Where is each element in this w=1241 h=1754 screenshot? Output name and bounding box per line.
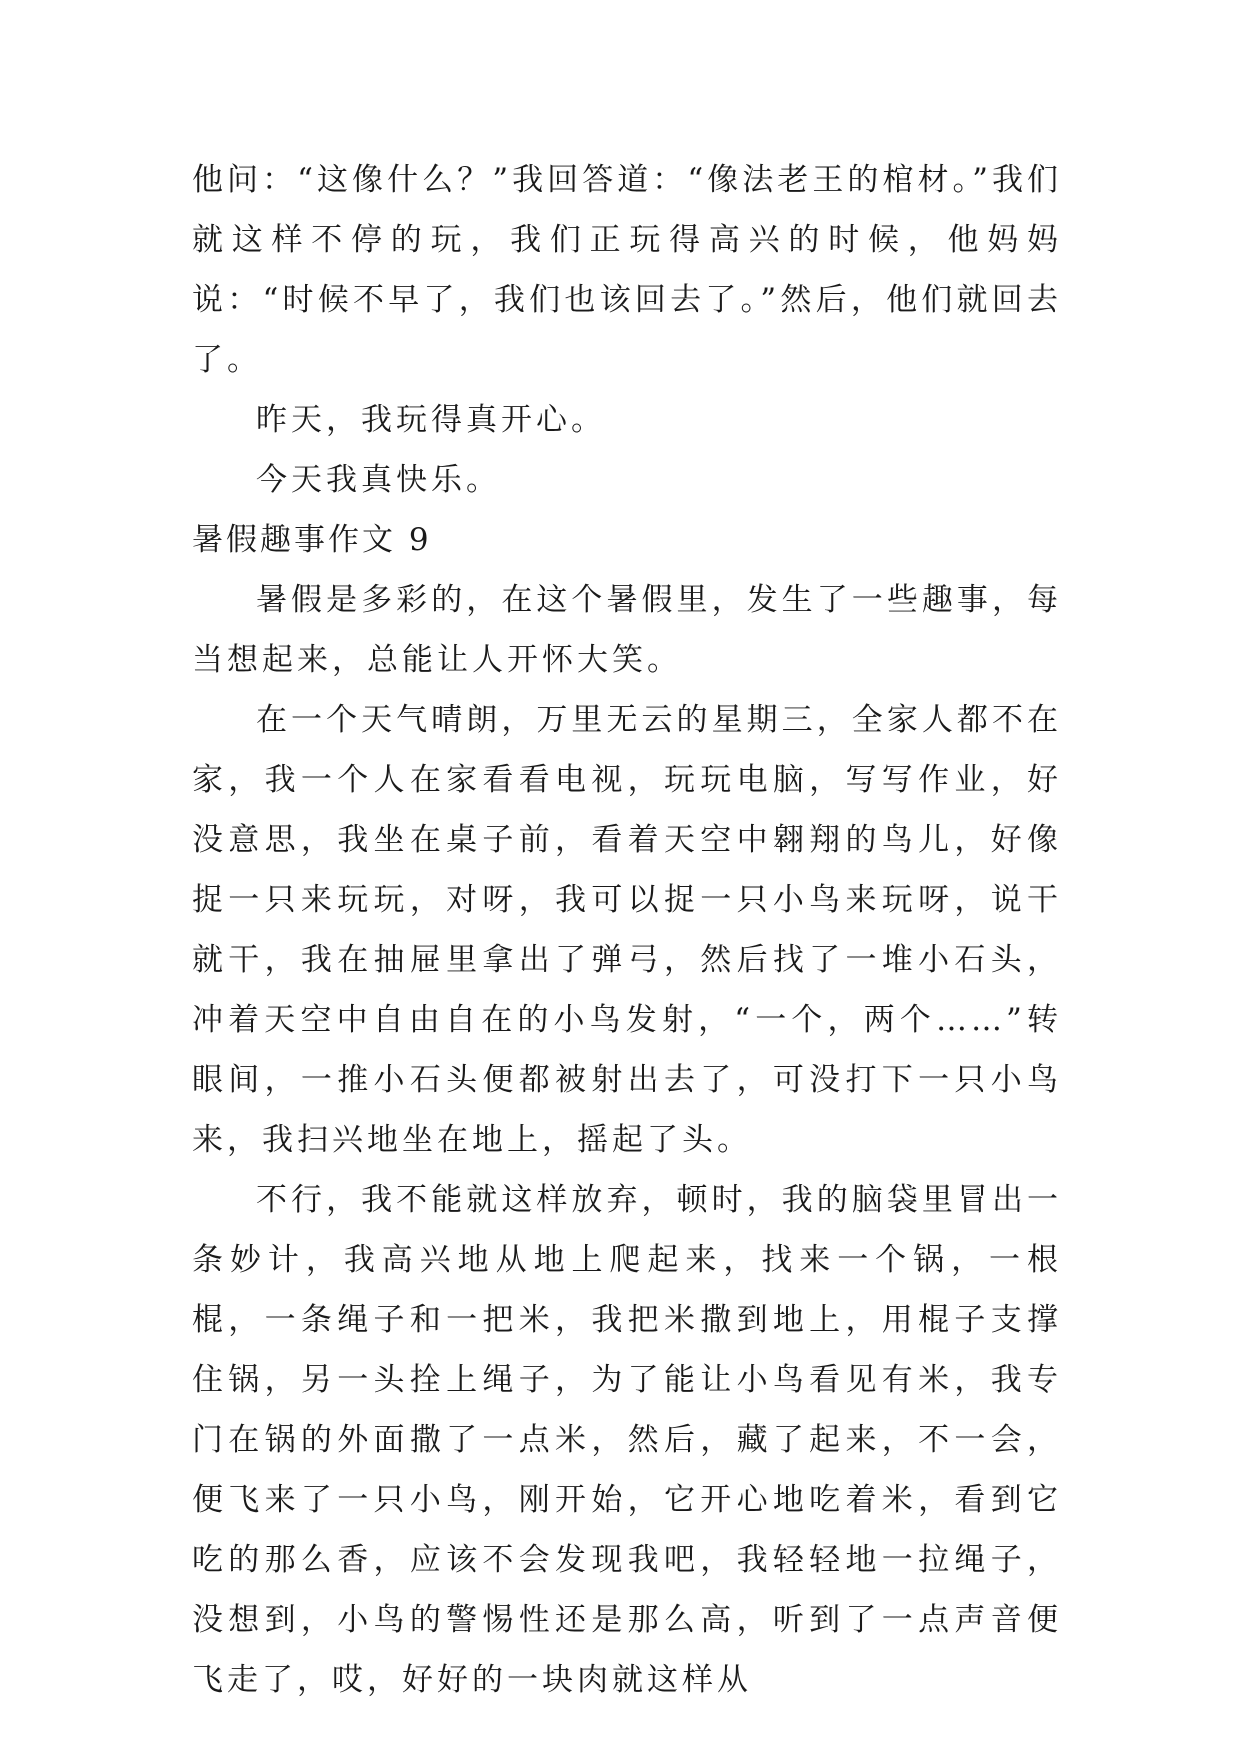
paragraph-5: 在一个天气晴朗，万里无云的星期三，全家人都不在家，我一个人在家看看电视，玩玩电脑，写写作业，好没意思，我坐在桌子前，看着天空中翱翔的鸟儿，好像捉一只来玩玩，对呀，我可以捉一只小鸟来玩呀，说干就干，我在抽屉里拿出了弹弓，然后找了一堆小石头，冲着天空中自由自在的小鸟发射，“一个，两个……”转眼间，一推小石头便都被射出去了，可没打下一只小鸟来，我扫兴地坐在地上，摇起了头。 <box>192 702 1062 1158</box>
document-body <box>192 150 1062 1710</box>
paragraph-6: 不行，我不能就这样放弃，顿时，我的脑袋里冒出一条妙计，我高兴地从地上爬起来，找来一个锅，一根棍，一条绳子和一把米，我把米撒到地上，用棍子支撑住锅，另一头拴上绳子，为了能让小鸟看见有米，我专门在锅的外面撒了一点米，然后，藏了起来，不一会，便飞来了一只小鸟，刚开始，它开心地吃着米，看到它吃的那么香，应该不会发现我吧，我轻轻地一拉绳子，没想到，小鸟的警惕性还是那么高，听到了一点声音便飞走了，哎，好好的一块肉就这样从 <box>192 1182 1062 1698</box>
paragraph-1: 他问：“这像什么？”我回答道：“像法老王的棺材。”我们就这样不停的玩，我们正玩得高兴的时候，他妈妈说：“时候不早了，我们也该回去了。”然后，他们就回去了。 <box>192 162 1062 378</box>
paragraph-4: 暑假是多彩的，在这个暑假里，发生了一些趣事，每当想起来，总能让人开怀大笑。 <box>192 582 1062 678</box>
section-heading: 暑假趣事作文 9 <box>192 522 432 558</box>
paragraph-2: 昨天，我玩得真开心。 <box>256 402 606 438</box>
paragraph-3: 今天我真快乐。 <box>256 462 501 498</box>
